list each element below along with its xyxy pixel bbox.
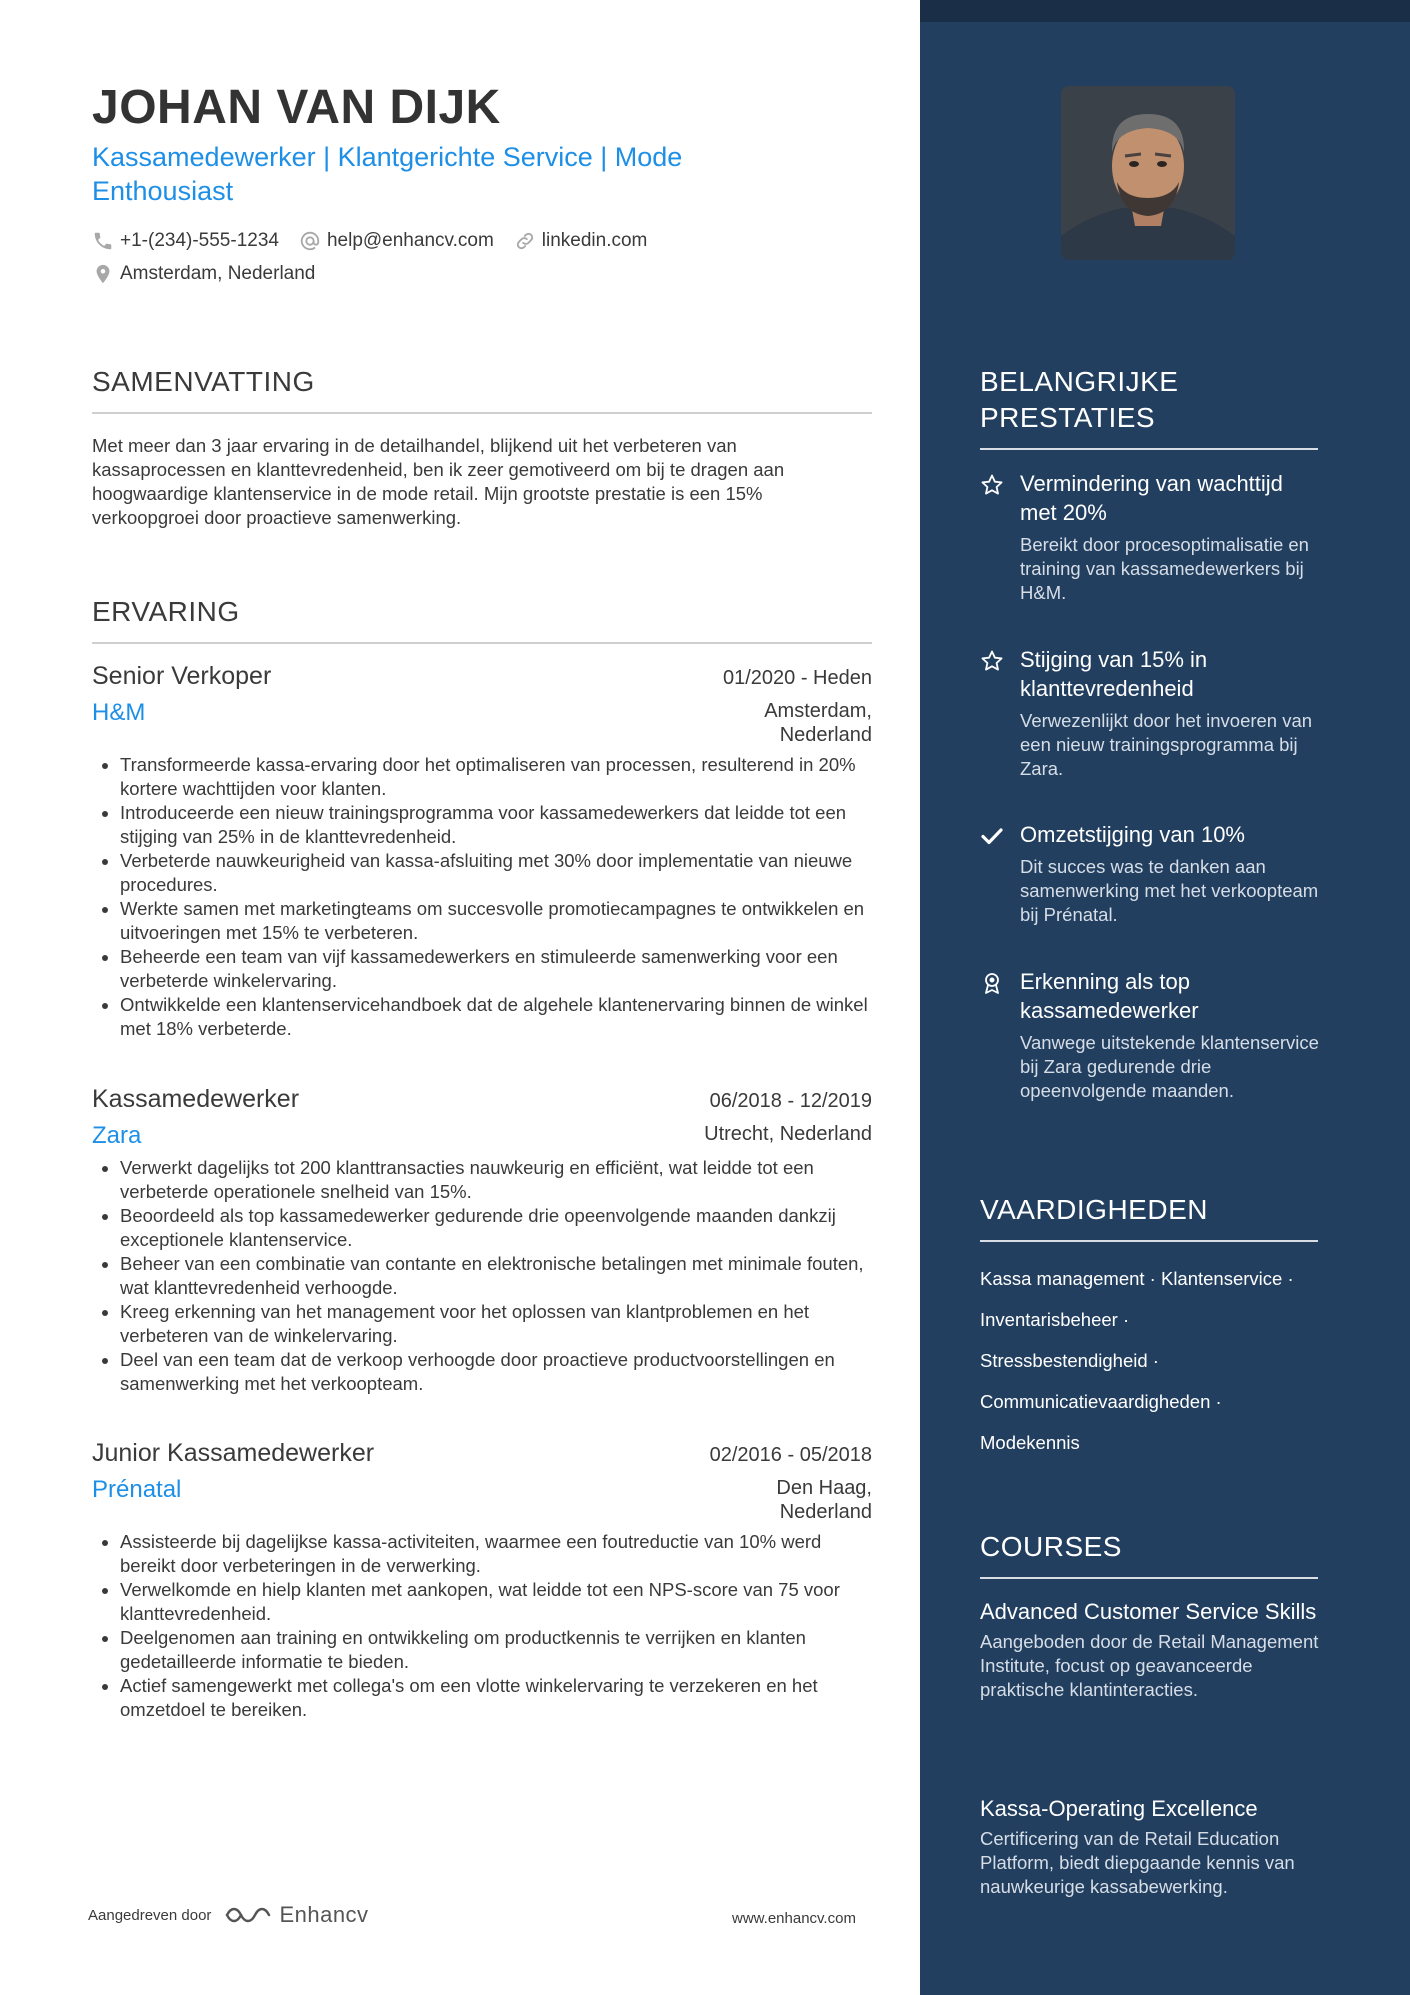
job-location: Utrecht, Nederland — [704, 1123, 872, 1145]
course-item — [980, 1597, 1320, 1702]
job-role: Kassamedewerker — [92, 1085, 300, 1113]
contact-location — [92, 263, 335, 285]
sidebar-top-strip — [920, 0, 1410, 22]
profile-photo — [1061, 86, 1235, 260]
candidate-name: JOHAN VAN DIJK — [92, 81, 501, 134]
linkedin-text: linkedin.com — [541, 230, 648, 251]
skill-line: Kassa management · Klantenservice · — [980, 1268, 1294, 1289]
job-bullet: • Ontwikkelde een klantenservicehandboek dat de algehele klantenervaring binnen de winkel met 18% verbeterde. — [120, 993, 872, 1041]
award-icon — [980, 971, 1004, 995]
location-pin-icon — [92, 263, 114, 285]
job-dates: 06/2018 - 12/2019 — [709, 1090, 872, 1112]
contact-linkedin[interactable] — [514, 230, 648, 252]
skill-line: Communicatievaardigheden · — [980, 1391, 1222, 1412]
main-column — [92, 0, 872, 1995]
portrait-image — [1061, 86, 1235, 260]
job-location: Amsterdam, Nederland — [764, 700, 872, 746]
courses-heading: COURSES — [980, 1529, 1318, 1579]
course-item — [980, 1794, 1320, 1899]
enhancv-logo-icon — [223, 1902, 271, 1928]
job-entry — [92, 662, 872, 1041]
job-bullet: • Verwerkt dagelijks tot 200 klanttransacties nauwkeurig en efficiënt, wat leidde tot een verbeterde operationele snelheid van 15%. — [120, 1156, 872, 1204]
job-company: Zara — [92, 1122, 142, 1149]
achievement-item — [980, 645, 1320, 781]
job-dates: 02/2016 - 05/2018 — [709, 1444, 872, 1466]
job-bullet: • Assisteerde bij dagelijkse kassa-activiteiten, waarmee een foutreductie van 10% werd bereikt door verbeteringen in de verwerking. — [120, 1530, 872, 1578]
achievement-title: Stijging van 15% in klanttevredenheid — [1020, 647, 1208, 701]
email-text: help@enhancv.com — [326, 230, 494, 251]
achievement-title: Omzetstijging van 10% — [1020, 822, 1245, 847]
job-bullet: • Transformeerde kassa-ervaring door het optimaliseren van processen, resulterend in 20% kortere wachttijden voor klanten. — [120, 753, 872, 801]
job-bullet: • Beheer van een combinatie van contante en elektronische betalingen met minimale fouten, wat klanttevredenheid verhoogde. — [120, 1252, 872, 1300]
job-bullets — [92, 753, 872, 1041]
footer-url[interactable]: www.enhancv.com — [732, 1910, 856, 1927]
achievement-desc: Vanwege uitstekende klantenservice bij Zara gedurende drie opeenvolgende maanden. — [1020, 1032, 1319, 1101]
course-title: Advanced Customer Service Skills — [980, 1599, 1317, 1624]
job-bullet: • Introduceerde een nieuw trainingsprogramma voor kassamedewerkers dat leidde tot een stijging van 25% in de klanttevredenheid. — [120, 801, 872, 849]
checkmark-icon — [980, 824, 1004, 848]
achievement-item — [980, 469, 1320, 605]
job-bullets — [92, 1530, 872, 1722]
contact-row — [92, 230, 667, 252]
powered-by-text: Aangedreven door — [88, 1906, 212, 1924]
job-bullet: • Verwelkomde en hielp klanten met aankopen, wat leidde tot een NPS-score van 75 voor klanttevredenheid. — [120, 1578, 872, 1626]
job-entry — [92, 1439, 872, 1722]
course-desc: Certificering van de Retail Education Platform, biedt diepgaande kennis van nauwkeurige kassabewerking. — [980, 1828, 1295, 1897]
star-icon — [980, 473, 1004, 497]
link-icon — [514, 230, 536, 252]
skill-line: Inventarisbeheer · — [980, 1309, 1130, 1330]
job-bullet: • Beoordeeld als top kassamedewerker gedurende drie opeenvolgende maanden dankzij exceptionele klantenservice. — [120, 1204, 872, 1252]
job-role: Senior Verkoper — [92, 662, 272, 690]
achievements-heading: BELANGRIJKE PRESTATIES — [980, 364, 1318, 450]
job-bullet: • Verbeterde nauwkeurigheid van kassa-afsluiting met 30% door implementatie van nieuwe procedures. — [120, 849, 872, 897]
achievement-title: Vermindering van wachttijd met 20% — [1020, 471, 1283, 525]
brand-name: Enhancv — [279, 1902, 369, 1927]
job-location: Den Haag, Nederland — [776, 1477, 872, 1523]
job-role: Junior Kassamedewerker — [92, 1439, 375, 1467]
achievement-desc: Bereikt door procesoptimalisatie en training van kassamedewerkers bij H&M. — [1020, 534, 1309, 603]
achievement-title: Erkenning als top kassamedewerker — [1020, 969, 1199, 1023]
summary-heading: SAMENVATTING — [92, 366, 872, 414]
job-company: Prénatal — [92, 1476, 182, 1503]
course-desc: Aangeboden door de Retail Management Institute, focust op geavanceerde praktische klantinteracties. — [980, 1631, 1319, 1700]
job-dates: 01/2020 - Heden — [722, 667, 872, 689]
job-bullet: • Deelgenomen aan training en ontwikkeling om productkennis te verrijken en klanten gedetailleerde informatie te bieden. — [120, 1626, 872, 1674]
candidate-headline: Kassamedewerker | Klantgerichte Service | Mode Enthousiast — [92, 142, 683, 206]
phone-icon — [92, 230, 114, 252]
job-bullet: • Kreeg erkenning van het management voor het oplossen van klantproblemen en het verbeteren van de winkelervaring. — [120, 1300, 872, 1348]
experience-heading: ERVARING — [92, 596, 872, 644]
at-sign-icon — [299, 230, 321, 252]
job-bullet: • Deel van een team dat de verkoop verhoogde door proactieve productvoorstellingen en samenwerking met het verkoopteam. — [120, 1348, 872, 1396]
sidebar — [920, 0, 1410, 1995]
location-text: Amsterdam, Nederland — [120, 263, 316, 284]
footer-branding[interactable] — [88, 1902, 369, 1928]
job-company: H&M — [92, 699, 146, 726]
skill-line: Modekennis — [980, 1432, 1080, 1453]
contact-phone[interactable] — [92, 230, 279, 252]
summary-text: Met meer dan 3 jaar ervaring in de detailhandel, blijkend uit het verbeteren van kassaprocessen en klanttevredenheid, ben ik zeer gemotiveerd om bij te dragen aan hoogwaardige klantenservice in de mode retail. Mijn grootste prestatie is een 15% verkoopgroei door proactieve samenwerking. — [92, 435, 785, 528]
achievement-desc: Verwezenlijkt door het invoeren van een nieuw trainingsprogramma bij Zara. — [1020, 710, 1313, 779]
job-bullet: • Werkte samen met marketingteams om succesvolle promotiecampagnes te ontwikkelen en uitvoeringen met 15% te verbeteren. — [120, 897, 872, 945]
achievement-desc: Dit succes was te danken aan samenwerking met het verkoopteam bij Prénatal. — [1020, 856, 1319, 925]
job-bullet: • Beheerde een team van vijf kassamedewerkers en stimuleerde samenwerking voor een verbeterde winkelervaring. — [120, 945, 872, 993]
skill-line: Stressbestendigheid · — [980, 1350, 1159, 1371]
course-title: Kassa-Operating Excellence — [980, 1796, 1258, 1821]
job-bullet: • Actief samengewerkt met collega's om een vlotte winkelervaring te verzekeren en het omzetdoel te bereiken. — [120, 1674, 872, 1722]
phone-text: +1-(234)-555-1234 — [120, 230, 279, 251]
job-entry — [92, 1085, 872, 1396]
achievement-item — [980, 820, 1320, 927]
star-icon — [980, 649, 1004, 673]
achievement-item — [980, 967, 1320, 1103]
contact-email[interactable] — [299, 230, 494, 252]
skills-heading: VAARDIGHEDEN — [980, 1192, 1318, 1242]
skills-list — [980, 1258, 1340, 1463]
job-bullets — [92, 1156, 872, 1396]
